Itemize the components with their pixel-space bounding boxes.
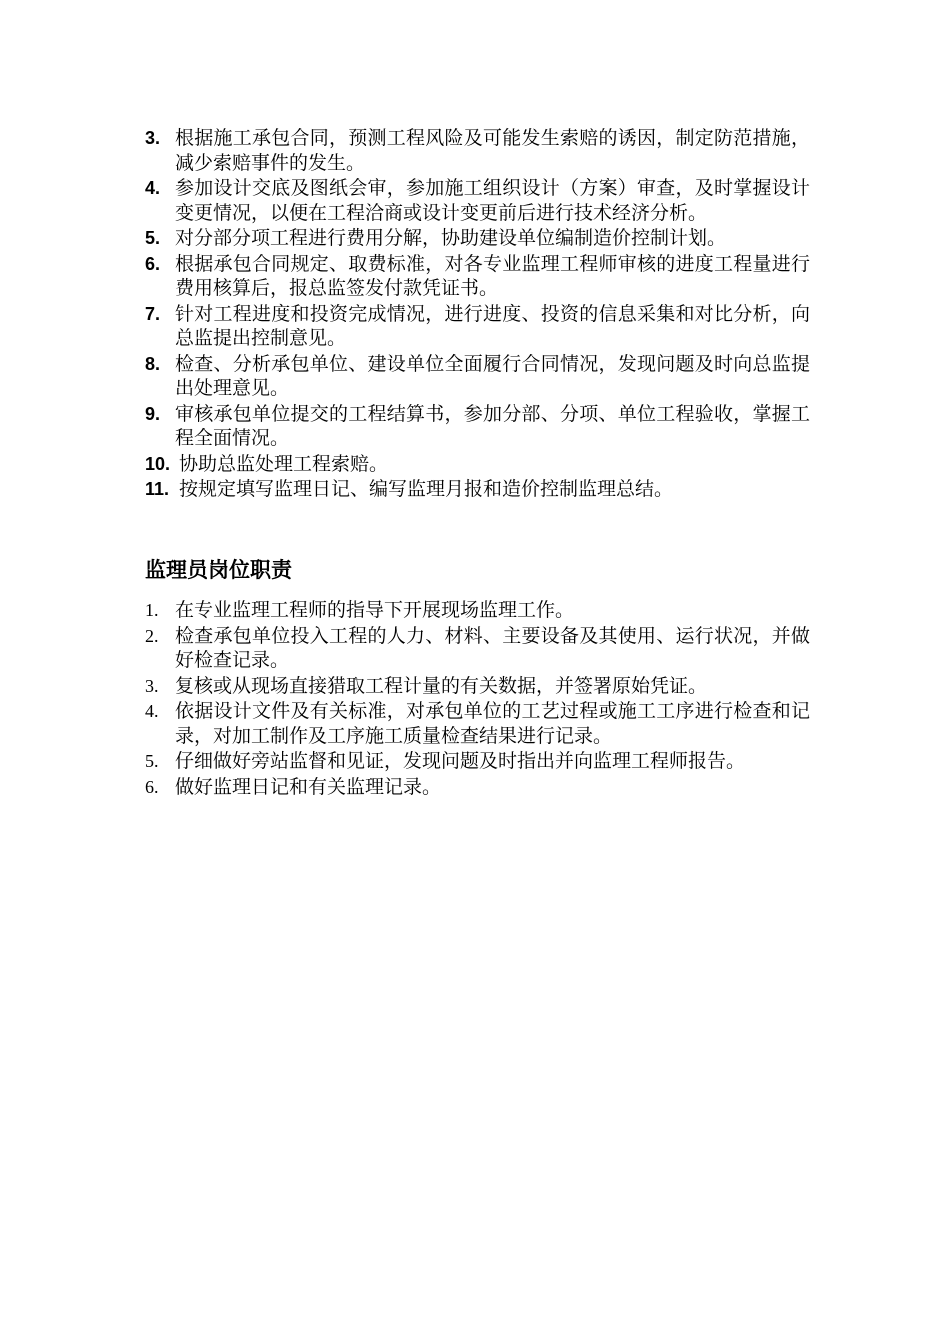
item-number: 3. [145, 128, 161, 148]
item-text: 对分部分项工程进行费用分解，协助建设单位编制造价控制计划。 [175, 227, 727, 249]
item-number: 10. [145, 453, 171, 474]
list-item [145, 598, 810, 623]
list-item [145, 402, 810, 451]
item-number: 3. [145, 675, 159, 696]
item-number: 6. [145, 776, 159, 797]
list-item [145, 176, 810, 225]
list-item [145, 252, 810, 301]
list-item [145, 624, 810, 673]
item-number: 4. [145, 178, 161, 198]
item-number: 11. [145, 479, 170, 499]
item-number: 6. [145, 253, 161, 274]
item-text: 仔细做好旁站监督和见证，发现问题及时指出并向监理工程师报告。 [175, 750, 746, 772]
list-item [145, 477, 810, 502]
list-item [145, 775, 810, 800]
supervisor-duties-list [145, 598, 810, 800]
list-item [145, 699, 810, 748]
item-text: 根据承包合同规定、取费标准，对各专业监理工程师审核的进度工程量进行费用核算后，报总监签发付款凭证书。 [175, 252, 810, 299]
list-item [145, 674, 810, 699]
item-number: 4. [145, 701, 159, 721]
item-number: 8. [145, 353, 161, 374]
item-text: 在专业监理工程师的指导下开展现场监理工作。 [175, 599, 575, 621]
list-item [145, 352, 810, 401]
duties-list [145, 126, 810, 503]
list-item [145, 749, 810, 774]
item-number: 5. [145, 751, 159, 771]
list-item [145, 126, 810, 175]
item-number: 5. [145, 228, 161, 248]
item-number: 9. [145, 403, 161, 424]
item-text: 参加设计交底及图纸会审，参加施工组织设计（方案）审查，及时掌握设计变更情况，以便在工程洽商或设计变更前后进行技术经济分析。 [175, 177, 810, 224]
item-text: 做好监理日记和有关监理记录。 [175, 775, 442, 798]
list-item [145, 302, 810, 351]
item-number: 2. [145, 625, 159, 646]
item-text: 检查、分析承包单位、建设单位全面履行合同情况，发现问题及时向总监提出处理意见。 [175, 352, 810, 399]
item-text: 协助总监处理工程索赔。 [179, 452, 389, 475]
item-text: 根据施工承包合同，预测工程风险及可能发生索赔的诱因，制定防范措施，减少索赔事件的发生。 [175, 127, 810, 174]
item-text: 复核或从现场直接猎取工程计量的有关数据，并签署原始凭证。 [175, 674, 708, 697]
item-text: 检查承包单位投入工程的人力、材料、主要设备及其使用、运行状况，并做好检查记录。 [175, 624, 810, 671]
list-item [145, 226, 810, 251]
item-text: 针对工程进度和投资完成情况，进行进度、投资的信息采集和对比分析，向总监提出控制意见。 [175, 302, 810, 349]
section-heading: 监理员岗位职责 [145, 558, 292, 582]
item-number: 1. [145, 600, 159, 620]
list-item [145, 452, 810, 477]
item-text: 依据设计文件及有关标准，对承包单位的工艺过程或施工工序进行检查和记录，对加工制作及工序施工质量检查结果进行记录。 [175, 700, 810, 747]
item-number: 7. [145, 303, 161, 324]
item-text: 按规定填写监理日记、编写监理月报和造价控制监理总结。 [179, 478, 674, 500]
item-text: 审核承包单位提交的工程结算书，参加分部、分项、单位工程验收，掌握工程全面情况。 [175, 402, 810, 449]
